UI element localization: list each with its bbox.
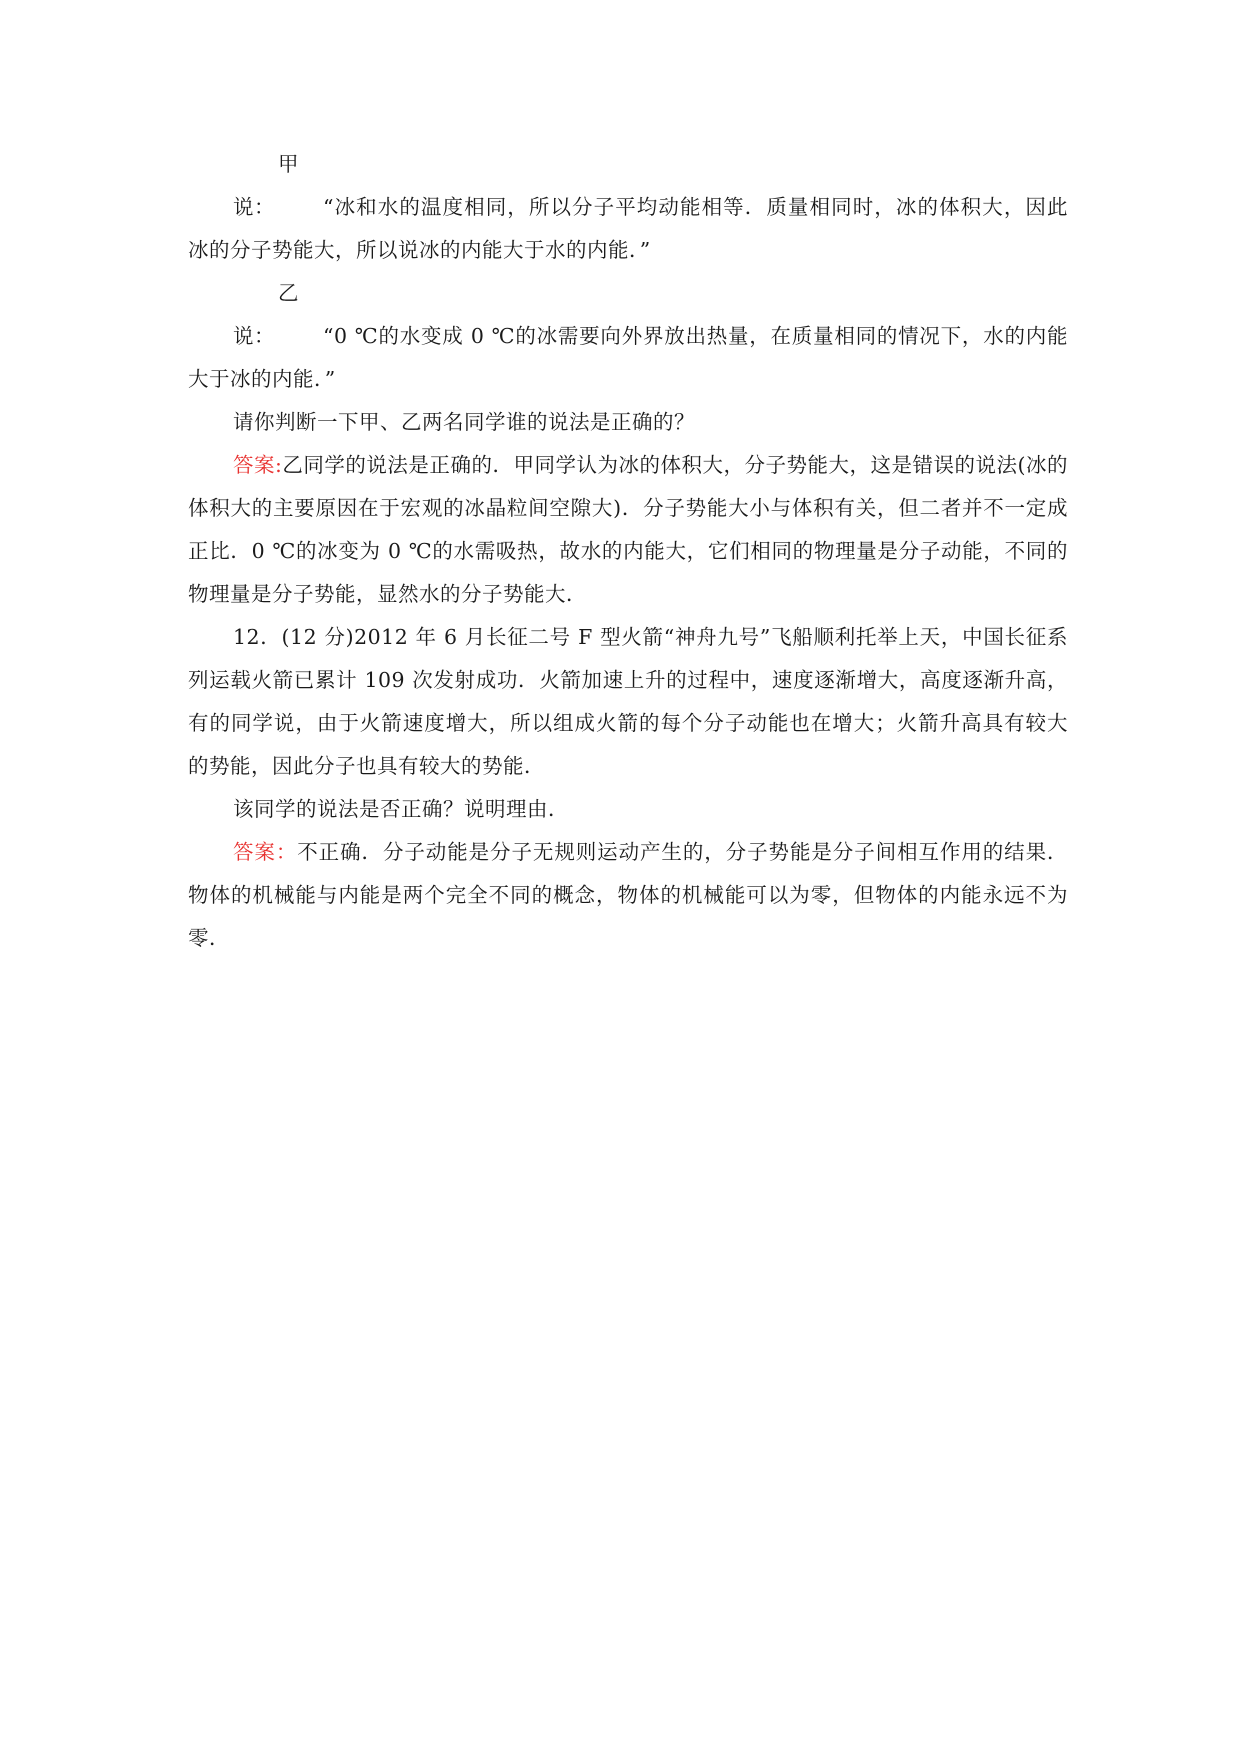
answer-11-text: 乙同学的说法是正确的．甲同学认为冰的体积大，分子势能大，这是错误的说法(冰的体积大的主要原因在于宏观的冰晶粒间空隙大)．分子势能大小与体积有关，但二者并不一定成正比．0 ℃的冰变为 0 ℃的水需吸热，故水的内能大，它们相同的物理量是分子动能，不同的物理量是分子势能，显然水的分子势能大． [188, 453, 1068, 606]
answer-12-text: 不正确．分子动能是分子无规则运动产生的，分子势能是分子间相互作用的结果．物体的机械能与内能是两个完全不同的概念，物体的机械能可以为零，但物体的内能永远不为零． [188, 840, 1069, 950]
answer-12 [188, 831, 1068, 960]
statement-jia [188, 143, 1068, 272]
speaker-yi: 乙说： [233, 281, 299, 348]
speaker-jia: 甲说： [233, 152, 299, 219]
question-11: 请你判断一下甲、乙两名同学谁的说法是正确的？ [233, 410, 695, 434]
document-page [188, 143, 1068, 960]
statement-yi-text: “0 ℃的水变成 0 ℃的冰需要向外界放出热量，在质量相同的情况下，水的内能大于冰的内能．” [188, 324, 1068, 391]
problem-12: 12．(12 分)2012 年 6 月长征二号 F 型火箭“神舟九号”飞船顺利托举上天，中国长征系列运载火箭已累计 109 次发射成功．火箭加速上升的过程中，速度逐渐增大，高度逐渐升高，有的同学说，由于火箭速度增大，所以组成火箭的每个分子动能也在增大；火箭升高具有较大的势能，因此分子也具有较大的势能． [188, 625, 1068, 778]
answer-label: 答案: [233, 453, 283, 477]
question-12: 该同学的说法是否正确？说明理由． [233, 797, 569, 821]
statement-yi [188, 272, 1068, 401]
answer-11 [188, 444, 1068, 616]
answer-label: 答案： [233, 840, 298, 864]
statement-jia-text: “冰和水的温度相同，所以分子平均动能相等．质量相同时，冰的体积大，因此冰的分子势能大，所以说冰的内能大于水的内能．” [188, 195, 1068, 262]
